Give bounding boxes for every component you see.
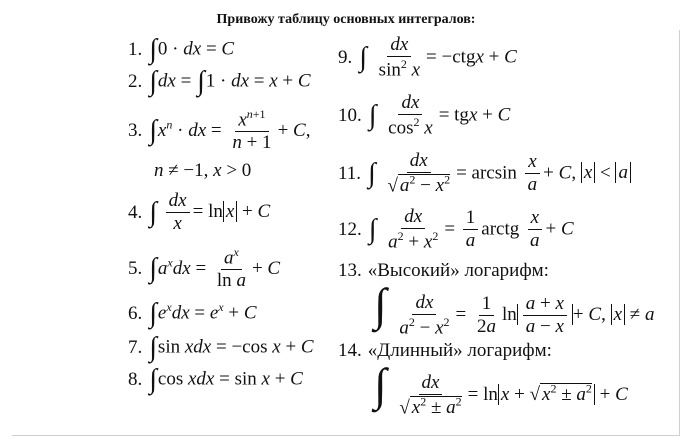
formula-3 [128,108,310,155]
formula-number: 6. [128,303,143,324]
formula-expression: ∫cos xdx = sin x + C [149,364,303,395]
formula-2 [128,68,311,96]
formula-10 [338,92,510,140]
formula-expression: ∫ $\frac{dx}{\sin^2 x}$ = −ctgx + C [359,34,517,81]
formula-number: 8. [128,369,143,390]
formula-number: 9. [338,46,353,68]
formula-1 [128,36,234,64]
formula-expression: $\int x^n$ · dx = $\frac{x^{n+1}}{n + 1}$ + C, [149,107,311,154]
formula-7 [128,334,314,362]
formula-6 [128,300,257,328]
formula-4 [128,190,270,236]
formula-number: 3. [128,120,143,142]
formula-9 [338,34,517,82]
formula-12 [338,206,574,254]
formula-8 [128,366,303,394]
formula-number: 14. [338,340,362,361]
formula-number: 2. [128,71,143,92]
formula-number: 7. [128,337,143,358]
cut-off-top-text [0,0,692,5]
formula-5 [128,246,280,293]
formula-expression: $\int a^xdx$ = $\frac{a^x}{\text{ln a}}$ + C [149,245,281,292]
formula-expression: ∫ $\frac{dx}{√ a^2 - x^2}$ = arcsin $\frac{x}{a}$ + C, x < a [367,150,631,198]
formula-13 [338,260,549,282]
formula-number: 10. [338,104,362,126]
page-title: Привожу таблицу основных интегралов: [216,12,476,27]
formula-number: 11. [338,162,362,184]
formula-expression: ∫0 · dx = C [149,34,235,65]
formula-14-expression [372,359,628,420]
formula-expression: ∫ $\frac{dx}{a^2 - x^2}$ = $\frac{1}{2a}$ ln $\frac{a + x}{a - x}$ + C, x ≠ a [374,279,655,338]
frame-border-bottom [12,435,680,436]
formula-expression: ∫ $\frac{dx}{\cos^2 x}$ = tgx + C [368,92,511,139]
formula-expression: ∫sin xdx = −cos x + C [149,332,314,363]
formula-number: 5. [128,258,143,280]
formula-number: 4. [128,201,143,223]
formula-number: 12. [338,218,362,240]
frame-border-right [679,30,680,435]
formula-expression: n ≠ −1, x > 0 [154,160,252,181]
formula-number: 1. [128,39,143,60]
formula-13-expression [372,279,655,340]
formula-expression: ∫ $\frac{dx}{a^2 + x^2}$ = $\frac{1}{a}$ arctg $\frac{x}{a}$ + C [368,206,574,253]
formula-expression: $\int e^xdx = e^x + C$ [149,298,257,329]
formula-expression: ∫ $\frac{dx}{x}$ = ln x + C [149,190,271,234]
formula-11 [338,150,631,198]
formula-heading: «Высокий» логарифм: [367,260,549,281]
formula-heading: «Длинный» логарифм: [367,340,552,361]
formula-number: 13. [338,260,362,281]
formula-3-condition [154,160,251,182]
formula-expression: ∫ $\frac{dx}{√ x^2 \pm a^2}$ = ln x + √ $x^2 \pm a^2 + C$ [374,359,628,418]
formula-14 [338,340,552,362]
formula-expression: ∫dx = ∫1 · dx = x + C [149,66,311,97]
